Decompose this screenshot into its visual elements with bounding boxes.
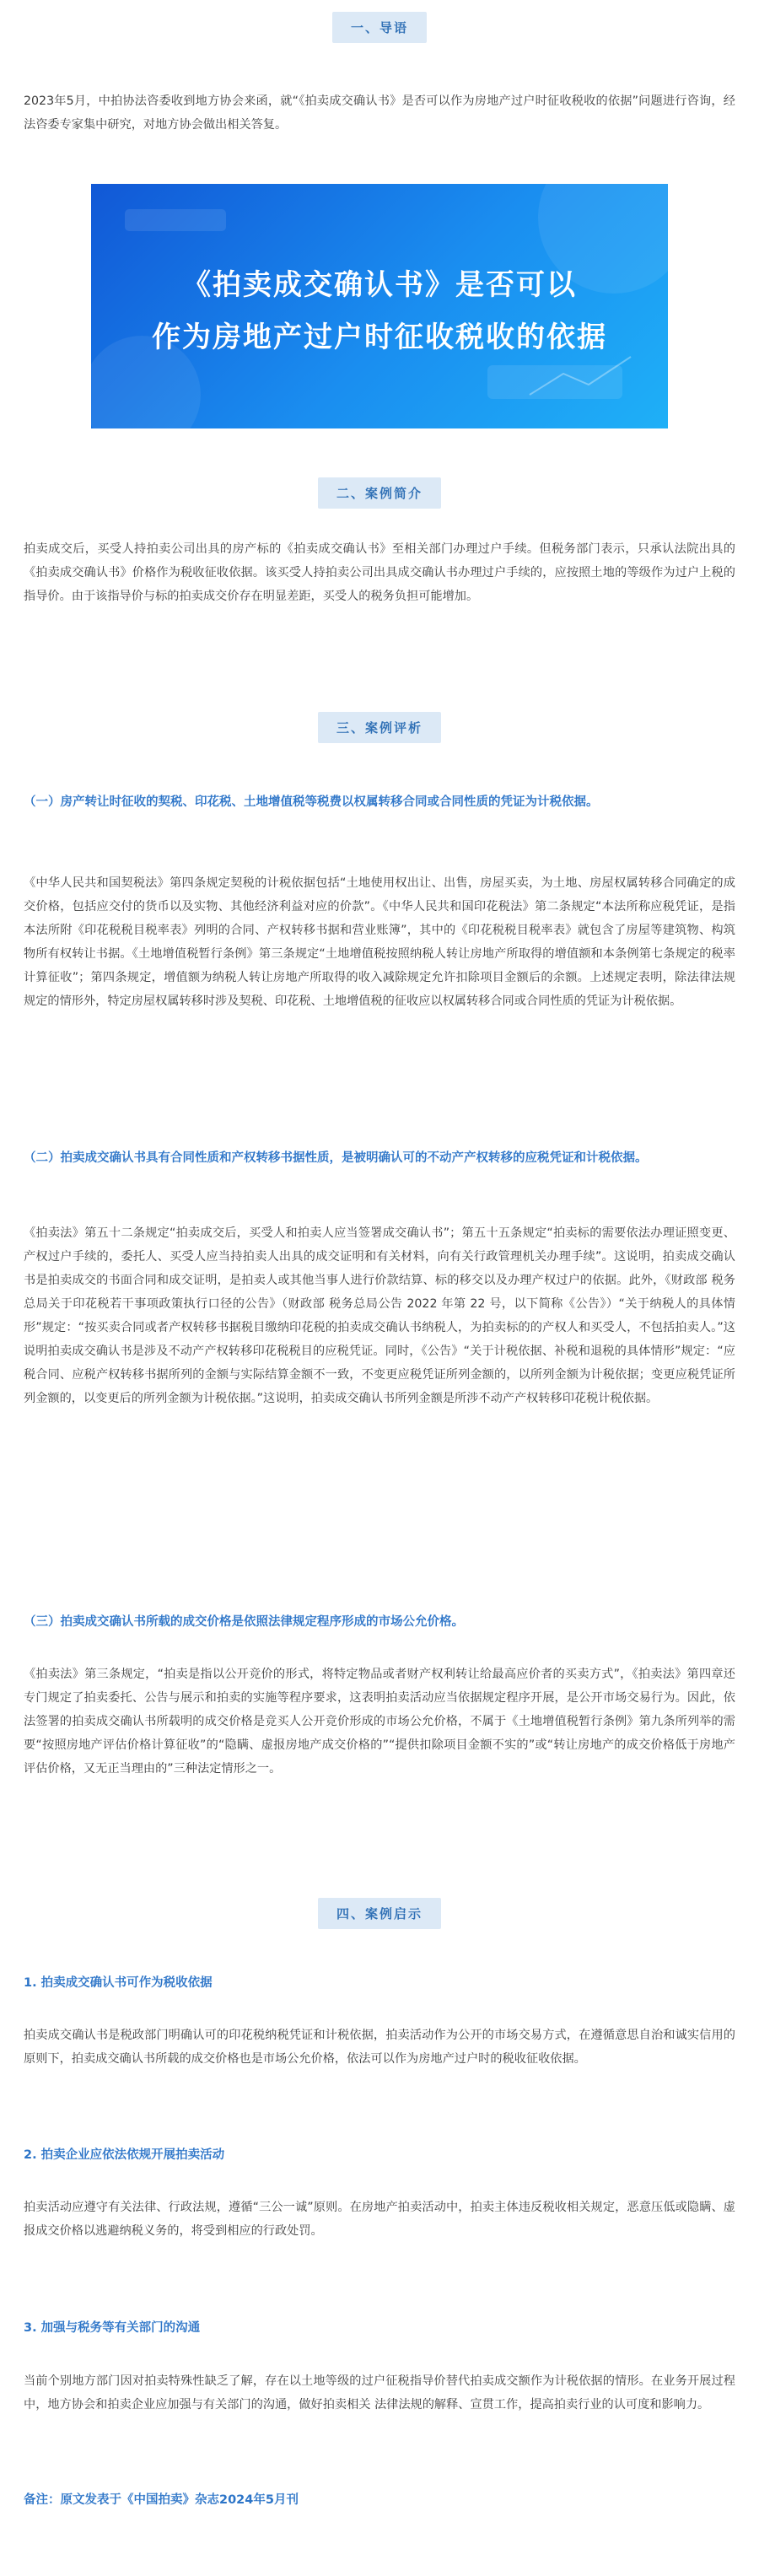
analysis-paragraph-2: 《拍卖法》第五十二条规定“拍卖成交后，买受人和拍卖人应当签署成交确认书”；第五十五条规定“拍卖标的需要依法办理证照变更、产权过户手续的，委托人、买受人应当持拍卖人出具的成交证明和有关材料，向有关行政管理机关办理手续”。这说明，拍卖成交确认书是拍卖成交的书面合同和成交证明，是拍卖人或其他当事人进行价款结算、标的移交以及办理产权过户的依据。此外，《财政部 税务总局关于印花税若干事项政策执行口径的公告》（财政部 税务总局公告 2022 年第 22 号，以下简称《公告》）“关于纳税人的具体情形”规定：“按买卖合同或者产权转移书据税目缴纳印花税的拍卖成交确认书纳税人，为拍卖标的的产权人和买受人，不包括拍卖人。”这说明拍卖成交确认书是涉及不动产产权转移印花税税目的应税凭证。同时，《公告》“关于计税依据、补税和退税的具体情形”规定：“应税合同、应税产权转移书据所列的金额与实际结算金额不一致，不变更应税凭证所列金额的，以所列金额为计税依据；变更应税凭证所列金额的，以变更后的所列金额为计税依据。”这说明，拍卖成交确认书所列金额是所涉不动产产权转移印花税计税依据。 [24, 1226, 735, 1405]
case-summary-paragraph: 拍卖成交后，买受人持拍卖公司出具的房产标的《拍卖成交确认书》至相关部门办理过户手续。但税务部门表示，只承认法院出具的《拍卖成交确认书》价格作为税收征收依据。该买受人持拍卖公司出具成交确认书办理过户手续的，应按照土地的等级作为过户上税的指导价。由于该指导价与标的拍卖成交价存在明显差距，买受人的税务负担可能增加。 [24, 542, 735, 603]
banner-decoration [91, 184, 668, 428]
insight-paragraph-1: 拍卖成交确认书是税政部门明确认可的印花税纳税凭证和计税依据，拍卖活动作为公开的市场交易方式，在遵循意思自治和诚实信用的原则下，拍卖成交确认书所载的成交价格也是市场公允价格，依法可以作为房地产过户时的税收征收依据。 [24, 2029, 735, 2066]
insight-heading-2: 2. 拍卖企业应依法依规开展拍卖活动 [24, 2148, 225, 2162]
insight-paragraph-3: 当前个别地方部门因对拍卖特殊性缺乏了解，存在以土地等级的过户征税指导价替代拍卖成交额作为计税依据的情形。在业务开展过程中，地方协会和拍卖企业应加强与有关部门的沟通，做好拍卖相关 法律法规的解释、宣贯工作，提高拍卖行业的认可度和影响力。 [24, 2374, 735, 2412]
insight-heading-3: 3. 加强与税务等有关部门的沟通 [24, 2321, 201, 2335]
banner-title-line-1: 《拍卖成交确认书》是否可以 [182, 268, 577, 302]
intro-paragraph: 2023年5月，中拍协法咨委收到地方协会来函，就“《拍卖成交确认书》是否可以作为房地产过户时征收税收的依据”问题进行咨询，经法咨委专家集中研究，对地方协会做出相关答复。 [24, 94, 735, 132]
source-footnote: 备注：原文发表于《中国拍卖》杂志2024年5月刊 [24, 2493, 299, 2507]
insight-heading-1: 1. 拍卖成交确认书可作为税收依据 [24, 1976, 213, 1990]
analysis-paragraph-3: 《拍卖法》第三条规定，“拍卖是指以公开竞价的形式，将特定物品或者财产权利转让给最高应价者的买卖方式”，《拍卖法》第四章还专门规定了拍卖委托、公告与展示和拍卖的实施等程序要求，这表明拍卖活动应当依据规定程序开展，是公开市场交易行为。因此，依法签署的拍卖成交确认书所载明的成交价格是竞买人公开竞价形成的市场公允价格，不属于《土地增值税暂行条例》第九条所列举的需要“按照房地产评估价格计算征收”的“隐瞒、虚报房地产成交价格的”“提供扣除项目金额不实的”或“转让房地产的成交价格低于房地产评估价格，又无正当理由的”三种法定情形之一。 [24, 1668, 735, 1776]
analysis-subheading-3: （三）拍卖成交确认书所载的成交价格是依照法律规定程序形成的市场公允价格。 [24, 1615, 464, 1629]
section-heading-intro: 一、导语 [332, 12, 427, 43]
analysis-subheading-2: （二）拍卖成交确认书具有合同性质和产权转移书据性质，是被明确认可的不动产产权转移的应税凭证和计税依据。 [24, 1151, 648, 1165]
banner-title-line-2: 作为房地产过户时征收税收的依据 [152, 321, 607, 354]
analysis-paragraph-1: 《中华人民共和国契税法》第四条规定契税的计税依据包括“土地使用权出让、出售，房屋买卖，为土地、房屋权属转移合同确定的成交价格，包括应交付的货币以及实物、其他经济利益对应的价款”。《中华人民共和国印花税法》第二条规定“本法所称应税凭证，是指本法所附《印花税税目税率表》列明的合同、产权转移书据和营业账簿”，其中的《印花税税目税率表》就包含了房屋等建筑物、构筑物所有权转让书据。《土地增值税暂行条例》第三条规定“土地增值税按照纳税人转让房地产所取得的增值额和本条例第七条规定的税率计算征收”；第四条规定，增值额为纳税人转让房地产所取得的收入减除规定允许扣除项目金额后的余额。上述规定表明，除法律法规规定的情形外，特定房屋权属转移时涉及契税、印花税、土地增值税的征收应以权属转移合同或合同性质的凭证为计税依据。 [24, 876, 735, 1008]
title-banner-image [91, 184, 668, 428]
insight-paragraph-2: 拍卖活动应遵守有关法律、行政法规，遵循“三公一诚”原则。在房地产拍卖活动中，拍卖主体违反税收相关规定，恶意压低或隐瞒、虚报成交价格以逃避纳税义务的，将受到相应的行政处罚。 [24, 2201, 735, 2238]
section-heading-analysis: 三、案例评析 [318, 712, 441, 743]
section-heading-case-summary: 二、案例简介 [318, 477, 441, 509]
analysis-subheading-1: （一）房产转让时征收的契税、印花税、土地增值税等税费以权属转移合同或合同性质的凭证为计税依据。 [24, 795, 599, 809]
section-heading-insights: 四、案例启示 [318, 1898, 441, 1929]
